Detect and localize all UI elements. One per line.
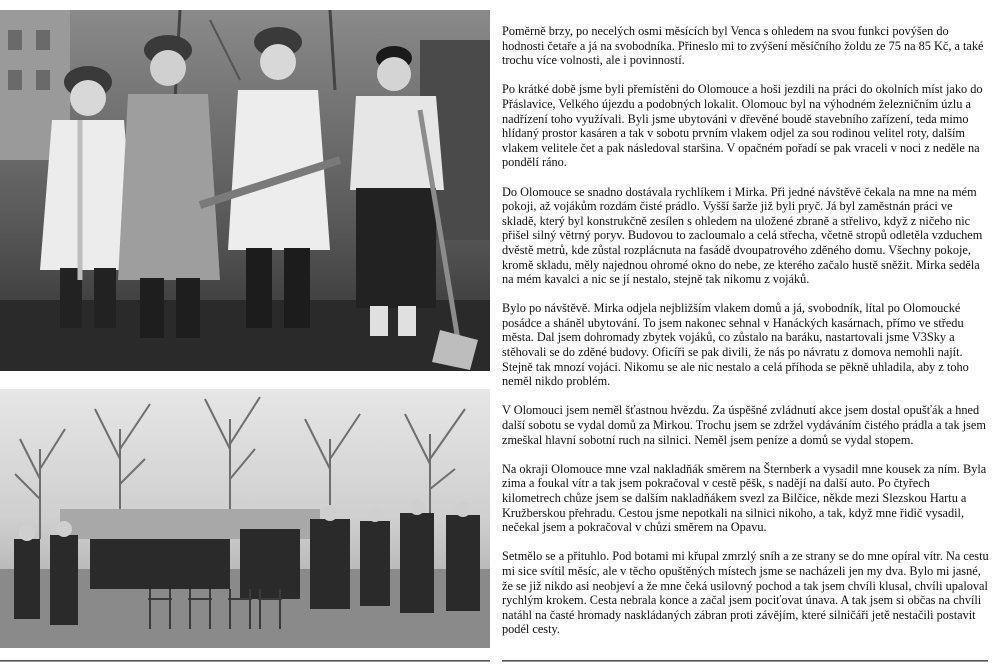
paragraph: Na okraji Olomouce mne vzal nakladňák směrem na Šternberk a vysadil mne kousek za ním. Byla zima a foukal vítr a tak jsem pokračoval v cestě pěšk, s nadějí na další auto. Po čtyřech kilometrech chůze jsem se dalším nakladňákem svezl za Bilčice, někde mezi Slezskou Hartu a Kružberskou přehradu. Cestou jsme nepotkali na silnici nikoho, a tak, když mne řidič vysadil, nečekal jsem a pokračoval v chůzi směrem na Opavu. — [502, 461, 987, 535]
paragraph: Setmělo se a přituhlo. Pod botami mi křupal zmrzlý sníh a ze strany se do mne opíral vítr. Na cestu mi sice svítil měsíc, ale v těcho opuštěných místech jsme se nacházeli jen my dva. Bylo mi jasné, že se již nikdo asi neobjeví a že mne čeká usilovný pochod a tak jsem chvíli klusal, chvíli upaloval rychlým krokem. Cesta nebrala konce a začal jsem pociťovat únava. A tak jsem si občas na chvíli natáhl na časté hromady naskládaných zábran proti závějím, které silničáři jetě nestačili postavit podél cesty. — [502, 549, 989, 637]
photo-band-image — [0, 389, 490, 648]
article-text — [502, 24, 990, 652]
photo-military-band — [0, 389, 490, 648]
bottom-divider-right — [502, 660, 988, 662]
paragraph: Do Olomouce se snadno dostávala rychlíkem i Mirka. Při jedné návštěvě čekala na mne na mém pokoji, až vojákům rozdám čisté prádlo. Vyšší šarže již byli pryč. Já byl zaměstnán práci ve skladě, který byl konstrukčně zesílen s ohledem na uložené zbraně a střelivo, když z ničeho nic přišel silný větrný poryv. Budovou to zacloumalo a celá střecha, včetně stropů odletěla vzduchem dvěstě metrů, kde zůstal rozplácnuta na fasádě dvoupatrového zděného domu. Všechny pokoje, kromě skladu, měly najednou ohromé okno do nebe, ze kterého začalo hustě sněžit. Mirka seděla na mém kavalci a nic se jí nestalo, stejně tak nikomu z vojáků. — [502, 184, 983, 287]
photo-soldiers-image — [0, 10, 490, 371]
photo-soldiers-with-tools — [0, 10, 490, 371]
paragraph: Bylo po návštěvě. Mirka odjela nejbližším vlakem domů a já, svobodník, lítal po Olomoucké posádce a sháněl ubytování. To jsem nakonec sehnal v Hanáckých kasárnach, přímo ve středu města. Dal jsem dohromady zbytek vojáků, co zůstalo na baráku, nastartovali jsme V3Sky a stěhovali se do zděné budovy. Oficíři se pak divili, že nás po návratu z domova nemohli najít. Stejně tak mnozí vojáci. Nikomu se ale nic nestalo a celá příhoda se pěkně uhladila, aby z toho neměl nikdo problém. — [502, 301, 969, 389]
paragraph: Po krátké době jsme byli přemístěni do Olomouce a hoši jezdili na práci do okolních míst jako do Přáslavice, Velkého újezdu a podobných lokalit. Olomouc byl na výhodném železničním úzlu a nadřízení toho využívali. Byli jsme ubytováni v dřevěné boudě stavebního zařízení, teda mimo hlídaný prostor kasáren a tak v sobotu prvním vlakem odjel za sou rodinou velitel roty, dalším vlakem velitele čet a pak následoval staršina. V opačném pořadí se pak vraceli v noci z neděle na pondělí ráno. — [502, 82, 983, 170]
bottom-divider-left — [0, 660, 490, 662]
paragraph: V Olomouci jsem neměl šťastnou hvězdu. Za úspěšné zvládnutí akce jsem dostal opušťák a hned další sobotu se vydal domů za Mirkou. Trochu jsem se zdržel vydáváním čistého prádla a tak jsem zmeškal hlavní sobotní ruch na silnici. Neměl jsem peníze a domů se vydal stopem. — [502, 403, 986, 447]
paragraph: Poměrně brzy, po necelých osmi měsících byl Venca s ohledem na svou funkci povýšen do hodnosti četaře a já na svobodníka. Přineslo mi to zvýšení měsíčního žoldu ze 75 na 85 Kč, a také trochu více volnosti, ale i povinností. — [502, 24, 984, 68]
